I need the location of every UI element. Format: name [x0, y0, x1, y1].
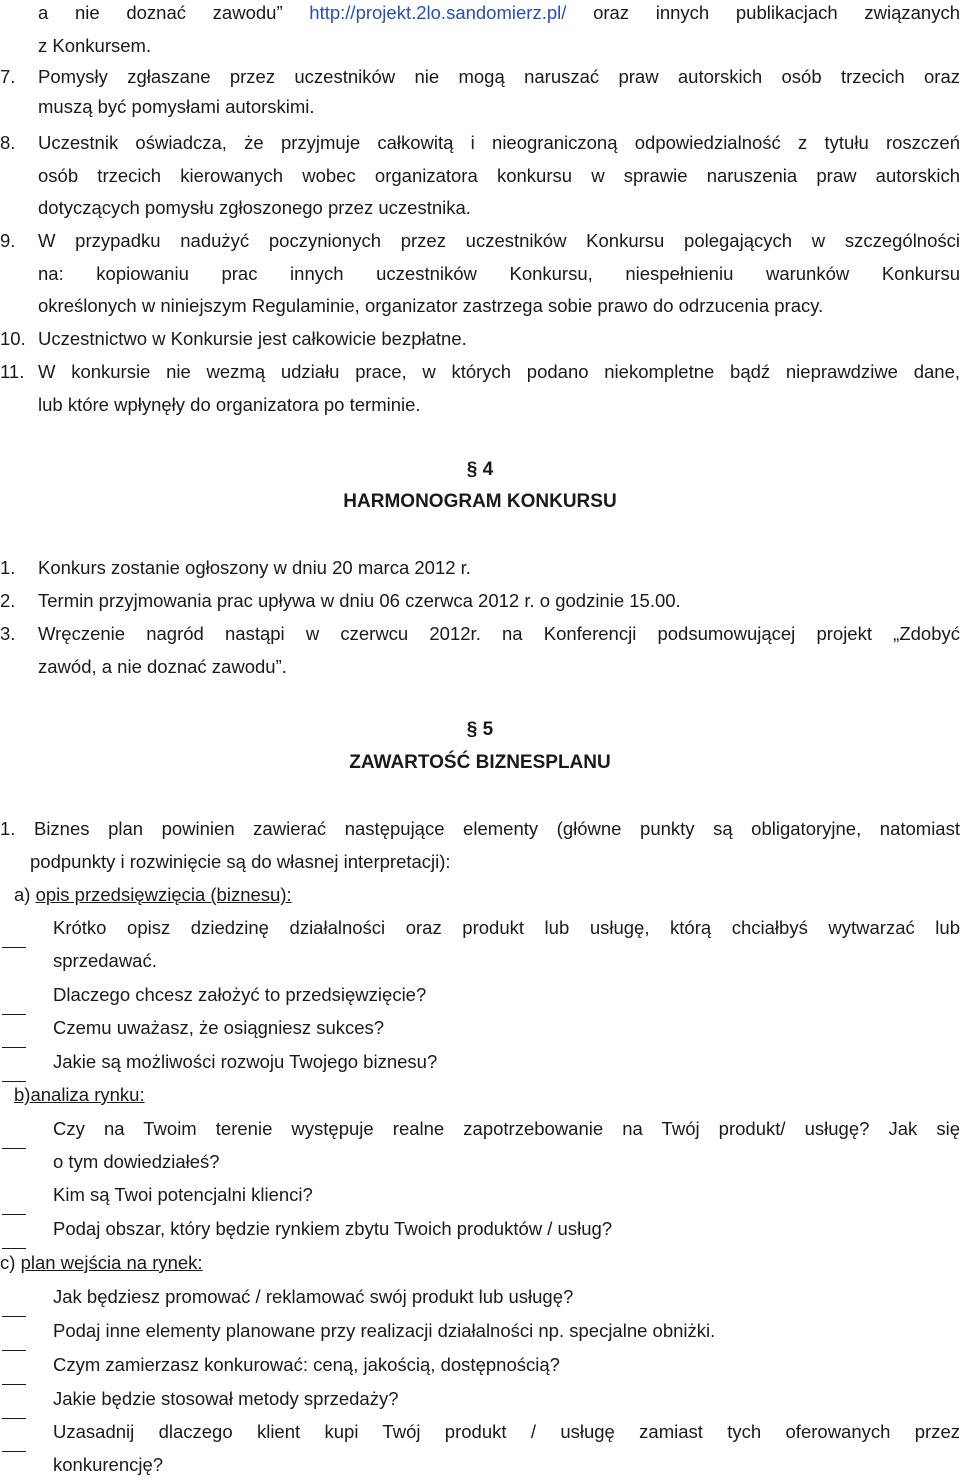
- text-line: lub które wpłynęły do organizatora po terminie.: [38, 394, 421, 415]
- list-item: Uzasadnij dlaczego klient kupi Twój produkt / usługę zamiast tych oferowanych przez: [53, 1421, 960, 1442]
- text-line: a nie doznać zawodu” http://projekt.2lo.sandomierz.pl/ oraz innych publikacjach związanych: [38, 2, 960, 23]
- schedule-item: 3. Wręczenie nagród nastąpi w czerwcu 2012r. na Konferencji podsumowującej projekt „Zdobyć: [0, 623, 960, 644]
- text-line: określonych w niniejszym Regulaminie, organizator zastrzega sobie prawo do odrzucenia pracy.: [38, 295, 824, 316]
- list-item: Jakie będzie stosował metody sprzedaży?: [53, 1388, 399, 1409]
- text-line: muszą być pomysłami autorskimi.: [38, 96, 315, 117]
- text-line: dotyczących pomysłu zgłoszonego przez uczestnika.: [38, 197, 471, 218]
- list-item: Jakie są możliwości rozwoju Twojego biznesu?: [53, 1051, 438, 1072]
- schedule-item: 1. Konkurs zostanie ogłoszony w dniu 20 marca 2012 r.: [0, 557, 471, 578]
- section-number: § 4: [466, 459, 494, 480]
- text-line: z Konkursem.: [38, 35, 152, 56]
- project-link[interactable]: http://projekt.2lo.sandomierz.pl/: [309, 2, 567, 23]
- text-line: na: kopiowaniu prac innych uczestników Konkursu, niespełnieniu warunków Konkursu: [38, 263, 960, 284]
- text-line: o tym dowiedziałeś?: [53, 1151, 220, 1172]
- subsection-heading-c: c) plan wejścia na rynek:: [0, 1252, 203, 1273]
- list-item: Jak będziesz promować / reklamować swój produkt lub usługę?: [53, 1286, 574, 1307]
- subsection-heading-a: a) opis przedsięwzięcia (biznesu):: [14, 884, 292, 905]
- schedule-item: 2. Termin przyjmowania prac upływa w dniu 06 czerwca 2012 r. o godzinie 15.00.: [0, 590, 681, 611]
- text-line: konkurencję?: [53, 1454, 164, 1475]
- text-line: osób trzecich kierowanych wobec organizatora konkursu w sprawie naruszenia praw autorskich: [38, 165, 960, 186]
- list-item: Dlaczego chcesz założyć to przedsięwzięcie?: [53, 984, 427, 1005]
- rule-item-8: 8. Uczestnik oświadcza, że przyjmuje całkowitą i nieograniczoną odpowiedzialność z tytułu roszczeń: [0, 132, 960, 153]
- list-item: Krótko opisz dziedzinę działalności oraz produkt lub usługę, którą chciałbyś wytwarzać lub: [53, 917, 960, 938]
- list-item: Kim są Twoi potencjalni klienci?: [53, 1184, 313, 1205]
- list-item: Podaj obszar, który będzie rynkiem zbytu Twoich produktów / usług?: [53, 1218, 613, 1239]
- rule-item-10: 10. Uczestnictwo w Konkursie jest całkowicie bezpłatne.: [0, 328, 467, 349]
- list-item: Czym zamierzasz konkurować: ceną, jakością, dostępnością?: [53, 1354, 560, 1375]
- list-item: Czemu uważasz, że osiągniesz sukces?: [53, 1017, 385, 1038]
- rule-item-9: 9. W przypadku nadużyć poczynionych przez uczestników Konkursu polegających w szczególności: [0, 230, 960, 251]
- section-number: § 5: [466, 719, 494, 740]
- text-line: sprzedawać.: [53, 950, 157, 971]
- text-line: podpunkty i rozwinięcie są do własnej interpretacji):: [30, 851, 451, 872]
- section-title: ZAWARTOŚĆ BIZNESPLANU: [349, 752, 611, 773]
- subsection-heading-b: b)analiza rynku:: [14, 1084, 145, 1105]
- rule-item-11: 11. W konkursie nie wezmą udziału prace, w których podano niekompletne bądź nieprawdziwe dane,: [0, 361, 960, 382]
- list-item: Podaj inne elementy planowane przy realizacji działalności np. specjalne obniżki.: [53, 1320, 716, 1341]
- list-item: Czy na Twoim terenie występuje realne zapotrzebowanie na Twój produkt/ usługę? Jak się: [53, 1118, 960, 1139]
- section-title: HARMONOGRAM KONKURSU: [343, 491, 617, 512]
- text-line: zawód, a nie doznać zawodu”.: [38, 656, 287, 677]
- rule-item-7: 7. Pomysły zgłaszane przez uczestników nie mogą naruszać praw autorskich osób trzecich oraz: [0, 66, 960, 87]
- text-line: 1. Biznes plan powinien zawierać następujące elementy (główne punkty są obligatoryjne, natomiast: [0, 818, 960, 839]
